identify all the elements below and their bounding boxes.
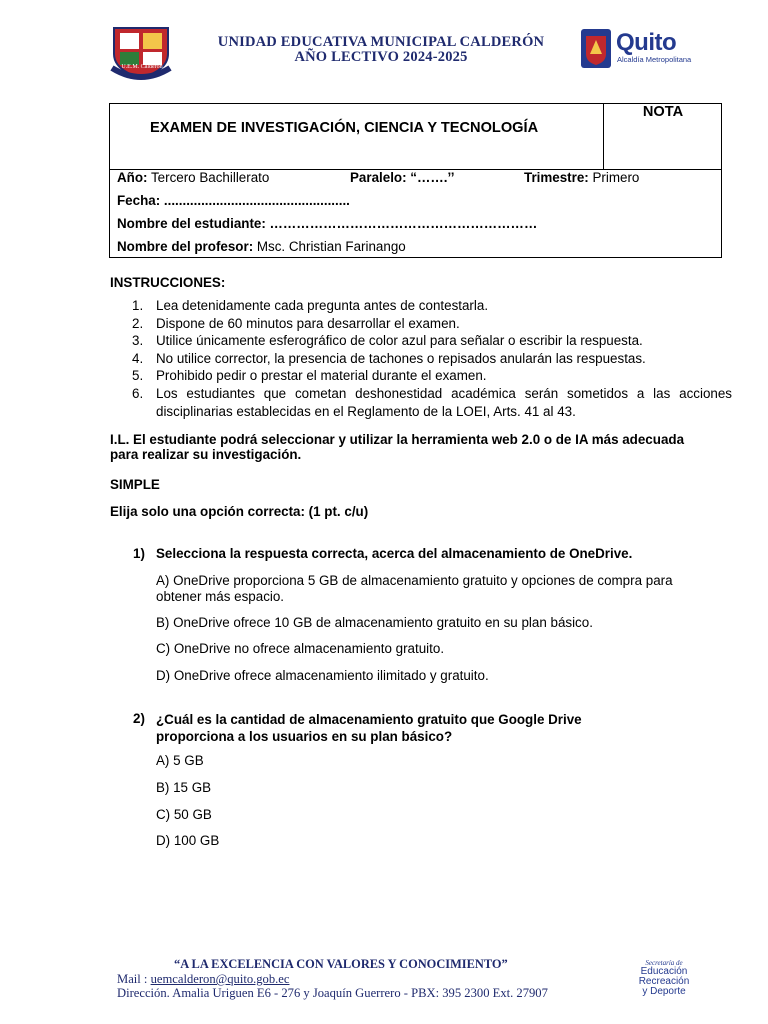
secretaria-line1: Educación (640, 966, 688, 977)
student-name-field: Nombre del estudiante: …………………………………………………… (117, 216, 538, 231)
school-name: UNIDAD EDUCATIVA MUNICIPAL CALDERÓN (217, 34, 545, 50)
secretaria-line2: Recreación (638, 976, 690, 987)
teacher-label: Nombre del profesor: (117, 239, 254, 254)
question-number: 2) (133, 711, 145, 726)
mail-label: Mail : (117, 972, 151, 986)
trimestre-label: Trimestre: (524, 170, 589, 185)
section-label: SIMPLE (110, 477, 160, 492)
instruction-number: 6. (132, 385, 144, 401)
year-label: Año: (117, 170, 148, 185)
year-row (117, 170, 269, 186)
teacher-value: Msc. Christian Farinango (253, 239, 406, 254)
footer-motto: “A LA EXCELENCIA CON VALORES Y CONOCIMIENTO” (174, 957, 508, 971)
instruction-number: 2. (132, 315, 144, 331)
footer-address: Dirección. Amalia Uriguen E6 - 276 y Joaquín Guerrero - PBX: 395 2300 Ext. 27907 (117, 986, 548, 1000)
question-text: Selecciona la respuesta correcta, acerca del almacenamiento de OneDrive. (156, 546, 633, 561)
question-text: ¿Cuál es la cantidad de almacenamiento gratuito que Google Drive proporciona a los usuarios en su plan básico? (156, 712, 582, 744)
secretaria-small: Secretaría de (645, 959, 683, 967)
instruction-item (132, 297, 732, 315)
instruction-text: No utilice corrector, la presencia de tachones o repisados anularán las respuestas. (156, 350, 646, 366)
secretaria-logo (632, 959, 696, 997)
year-value: Tercero Bachillerato (147, 170, 270, 185)
instruction-item (132, 385, 732, 420)
instruction-number: 5. (132, 368, 144, 384)
quito-subtitle: Alcaldía Metropolitana (617, 55, 692, 64)
section-instruction: Elija solo una opción correcta: (1 pt. c/u) (110, 504, 369, 519)
trimestre-value: Primero (588, 170, 640, 185)
instructions-heading: INSTRUCCIONES: (110, 275, 226, 290)
nota-label: NOTA (642, 104, 684, 120)
paralelo-field: Paralelo: “…….’’ (350, 170, 455, 185)
answer-option[interactable]: B) 15 GB (156, 780, 212, 795)
answer-option[interactable]: B) OneDrive ofrece 10 GB de almacenamiento gratuito en su plan básico. (156, 615, 593, 630)
question-number: 1) (133, 546, 145, 561)
instruction-item (132, 332, 732, 350)
instruction-text: Los estudiantes que cometan deshonestidad académica serán sometidos a las acciones disciplinarias establecidas en el Reglamento de la LOEI, Arts. 41 al 43. (156, 385, 732, 419)
instruction-number: 4. (132, 350, 144, 366)
school-year: AÑO LECTIVO 2024-2025 (294, 49, 468, 65)
instruction-item (132, 350, 732, 368)
mail-link[interactable]: uemcalderon@quito.gob.ec (150, 972, 290, 986)
teacher-row (117, 239, 406, 255)
instruction-text: Lea detenidamente cada pregunta antes de contestarla. (156, 298, 489, 313)
exam-title: EXAMEN DE INVESTIGACIÓN, CIENCIA Y TECNOLOGÍA (150, 120, 539, 136)
instruction-text: Utilice únicamente esferográfico de color azul para señalar o escribir la respuesta. (156, 333, 643, 349)
instruction-item (132, 367, 732, 385)
instruction-number: 3. (132, 333, 144, 349)
quito-shield-icon (580, 28, 612, 69)
answer-option[interactable]: A) OneDrive proporciona 5 GB de almacenamiento gratuito y opciones de compra para obtener más espacio. (156, 573, 673, 604)
secretaria-line3: y Deporte (642, 986, 686, 997)
instruction-text: Prohibido pedir o prestar el material durante el examen. (156, 368, 487, 384)
answer-option[interactable]: D) OneDrive ofrece almacenamiento ilimitado y gratuito. (156, 668, 489, 683)
answer-option[interactable]: A) 5 GB (156, 753, 204, 768)
crest-ribbon-text: U.E.M. Calderón (121, 64, 163, 70)
fecha-field: Fecha: .................................................. (117, 193, 350, 208)
answer-option[interactable]: D) 100 GB (156, 833, 220, 848)
answer-option[interactable]: C) 50 GB (156, 807, 212, 822)
trimestre-row (524, 170, 639, 186)
instruction-text: Dispone de 60 minutos para desarrollar el examen. (156, 315, 460, 331)
quito-wordmark: Quito (616, 29, 677, 56)
instruction-number: 1. (132, 298, 144, 313)
learning-indicator: I.L. El estudiante podrá seleccionar y utilizar la herramienta web 2.0 o de IA más adecuada para realizar su investigación. (110, 432, 685, 462)
footer-mail (117, 972, 289, 987)
instruction-item (132, 315, 732, 333)
instructions-list (110, 297, 732, 420)
school-crest-logo (108, 24, 174, 82)
answer-option[interactable]: C) OneDrive no ofrece almacenamiento gratuito. (156, 641, 445, 656)
